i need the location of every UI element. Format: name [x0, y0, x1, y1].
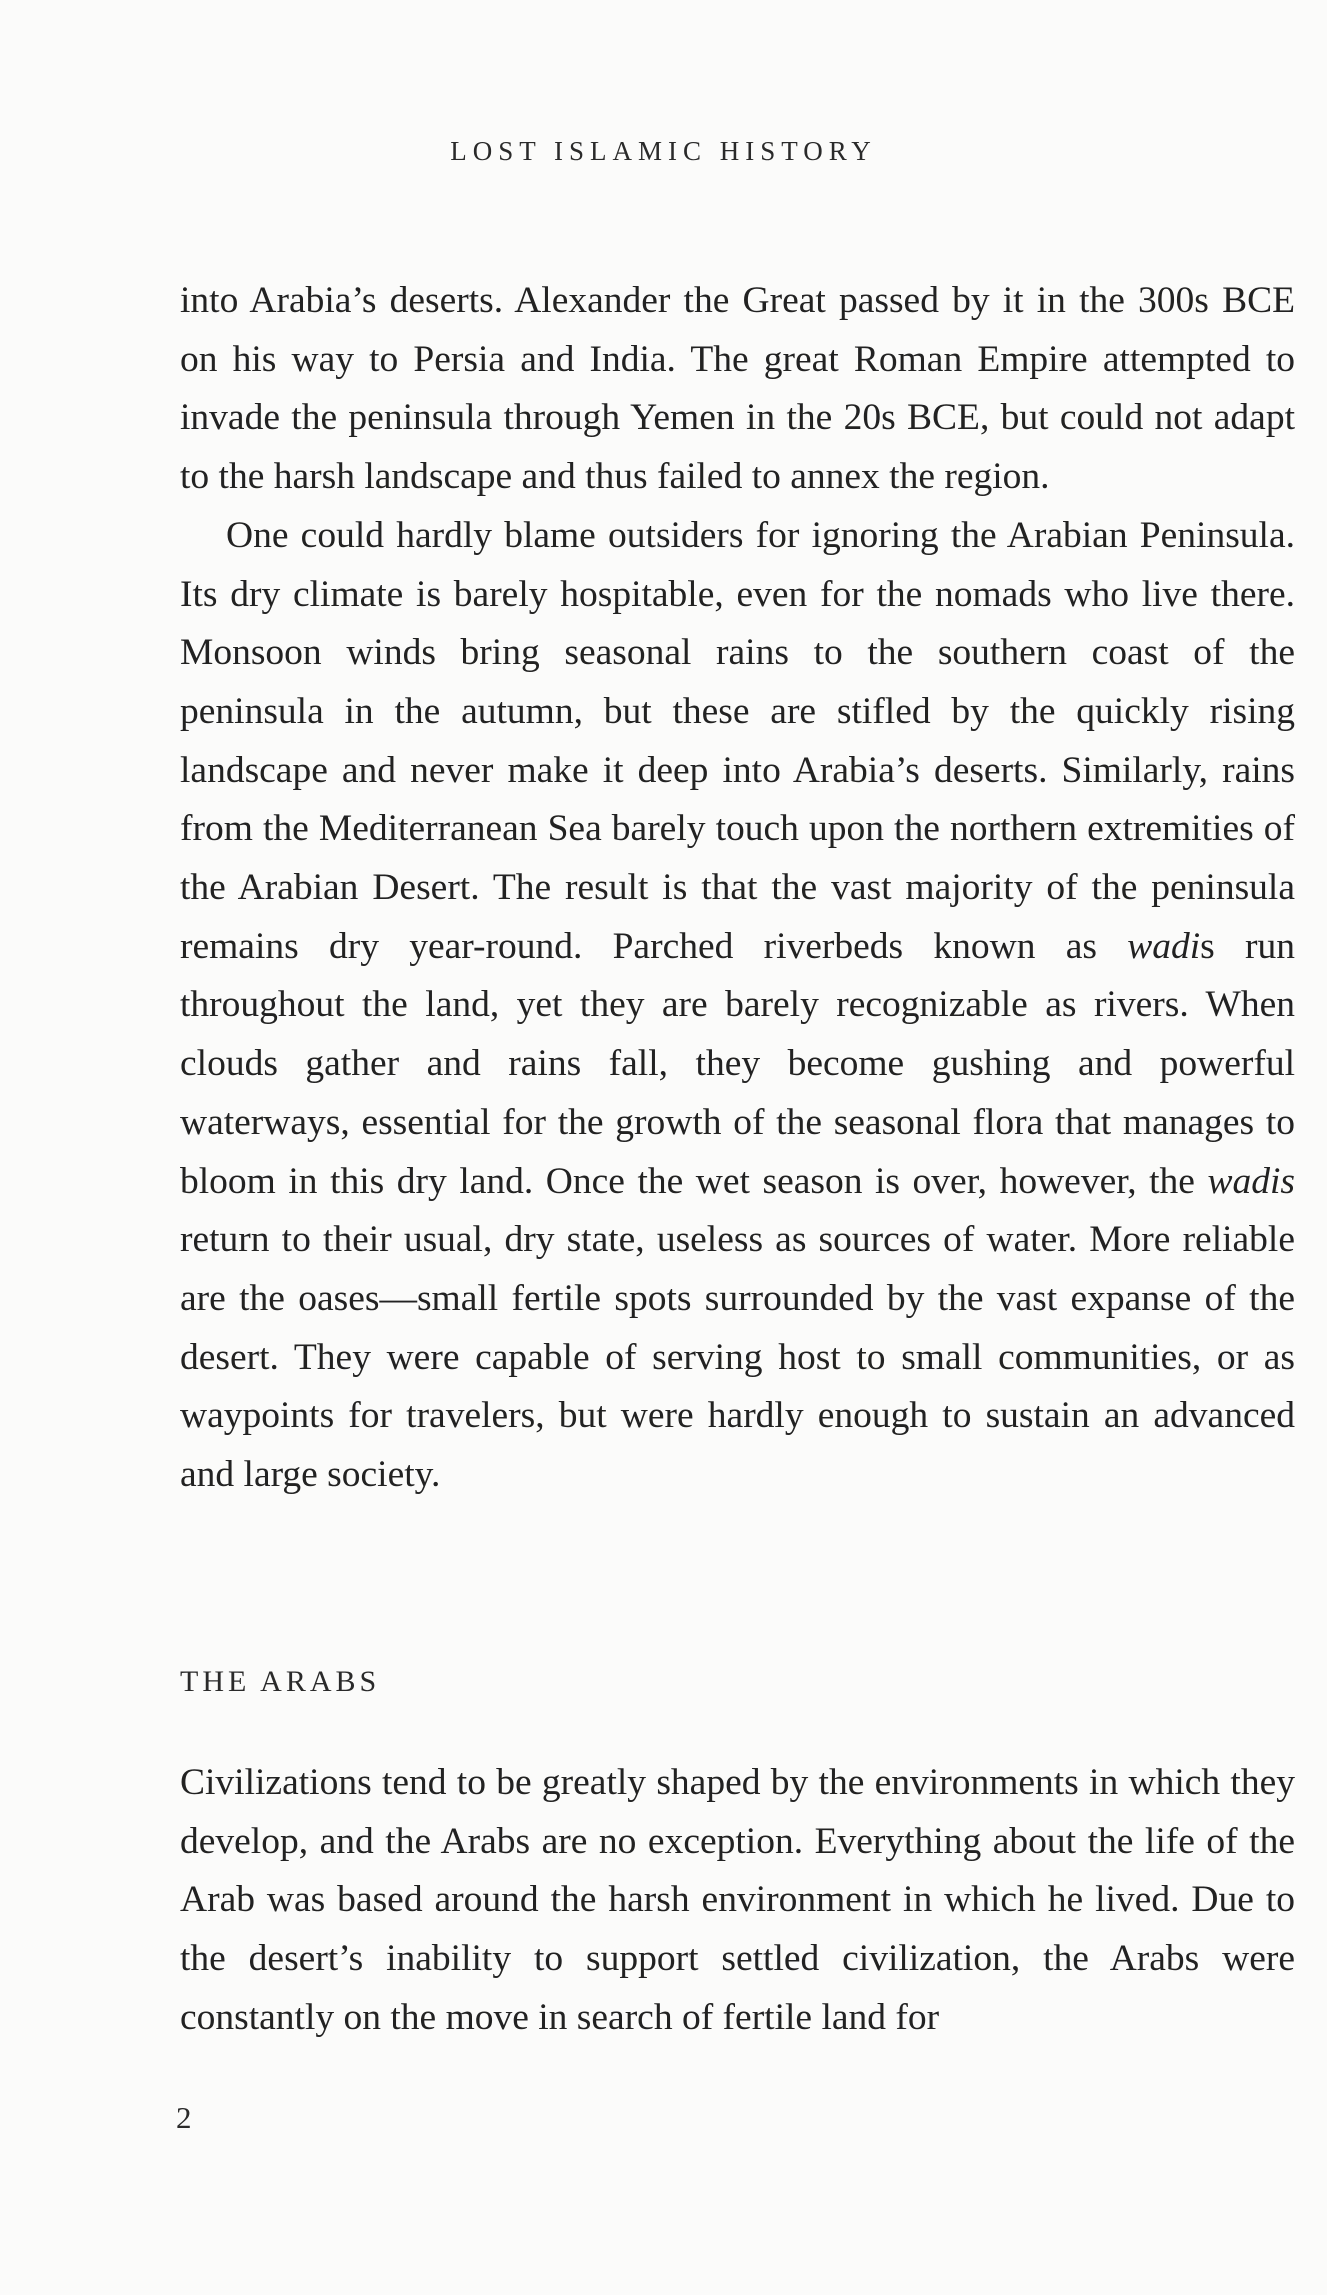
paragraph-continuation: into Arabia’s deserts. Alexander the Great passed by it in the 300s BCE on his way to Persia and India. The great Roman Empire attempted to invade the peninsula through Yemen in the 20s BCE, but could not adapt to the harsh landscape and thus failed to annex the region.	[180, 280, 1295, 498]
section-body	[180, 1754, 1295, 2048]
text-run: return to their usual, dry state, useless as sources of water. More reliable are the oases—small fertile spots surrounded by the vast expanse of the desert. They were capable of serving host to small communities, or as waypoints for travelers, but were hardly enough to sustain an advanced and large society.	[180, 1219, 1295, 1496]
page-number: 2	[176, 2100, 192, 2135]
running-head: LOST ISLAMIC HISTORY	[450, 136, 877, 166]
text-run: One could hardly blame outsiders for ignoring the Arabian Peninsula. Its dry climate is barely hospitable, even for the nomads who live there. Monsoon winds bring seasonal rains to the southern coast of the peninsula in the autumn, but these are stifled by the quickly rising landscape and never make it deep into Arabia’s deserts. Similarly, rains from the Mediterranean Sea barely touch upon the northern extremities of the Arabian Desert. The result is that the vast majority of the peninsula remains dry year-round. Parched riverbeds known as	[180, 514, 1295, 967]
body-text-block	[180, 272, 1295, 1505]
italic-term: wadis	[1207, 1160, 1295, 1202]
paragraph-climate	[180, 507, 1295, 1505]
italic-term: wadi	[1127, 925, 1201, 967]
section-heading: THE ARABS	[180, 1665, 381, 1698]
text-run: s run throughout the land, yet they are barely recognizable as rivers. When clouds gather and rains fall, they become gushing and powerful waterways, essential for the growth of the seasonal flora that manages to bloom in this dry land. Once the wet season is over, however, the	[180, 925, 1295, 1202]
paragraph-arabs: Civilizations tend to be greatly shaped by the environments in which they develop, and the Arabs are no exception. Everything about the life of the Arab was based around the harsh environment in which he lived. Due to the desert’s inability to support settled civilization, the Arabs were constantly on the move in search of fertile land for	[180, 1762, 1295, 2038]
